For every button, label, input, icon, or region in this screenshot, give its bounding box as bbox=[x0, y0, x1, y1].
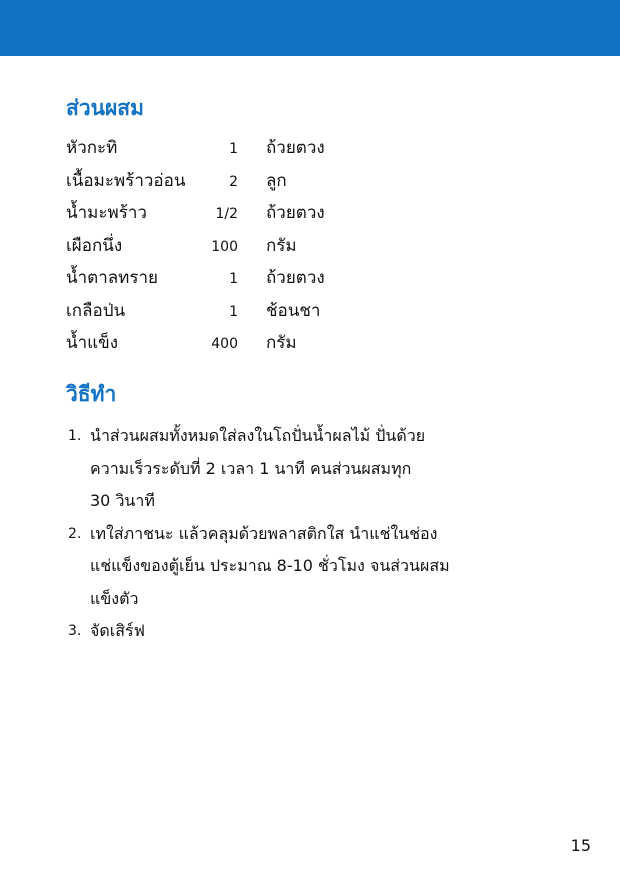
ingredient-name: เนื้อมะพร้าวอ่อน bbox=[66, 170, 186, 191]
method-step bbox=[66, 420, 486, 518]
ingredient-quantity: 400 bbox=[211, 336, 238, 352]
method-steps bbox=[66, 420, 486, 648]
ingredient-unit: กรัม bbox=[266, 235, 297, 256]
step-number: 3. bbox=[68, 623, 82, 639]
ingredient-name: น้ำตาลทราย bbox=[66, 268, 159, 288]
ingredient-row bbox=[66, 132, 486, 165]
step-text-line: แช่แข็งของตู้เย็น ประมาณ 8-10 ชั่วโมง จนส่วนผสม bbox=[90, 556, 450, 575]
ingredient-name: หัวกะทิ bbox=[66, 138, 118, 158]
ingredients-heading: ส่วนผสม bbox=[66, 96, 144, 120]
header-band bbox=[0, 0, 620, 56]
ingredient-unit: ช้อนชา bbox=[266, 300, 321, 321]
ingredient-unit: กรัม bbox=[266, 333, 297, 353]
ingredient-unit: ลูก bbox=[266, 170, 287, 191]
step-text-line: ความเร็วระดับที่ 2 เวลา 1 นาที คนส่วนผสมทุก bbox=[90, 458, 412, 478]
method-step bbox=[66, 518, 486, 616]
ingredient-row bbox=[66, 327, 486, 360]
ingredient-quantity: 100 bbox=[211, 238, 238, 255]
step-text-line: 30 วินาที bbox=[90, 491, 155, 510]
ingredient-row bbox=[66, 295, 486, 328]
step-number: 2. bbox=[68, 525, 82, 542]
ingredients-list bbox=[66, 132, 486, 360]
step-text-line: จัดเสิร์ฟ bbox=[90, 621, 145, 640]
method-step bbox=[66, 615, 486, 648]
ingredient-row bbox=[66, 197, 486, 230]
page-number: 15 bbox=[570, 836, 591, 855]
step-text-line: นำส่วนผสมทั้งหมดใส่ลงในโถปั่นน้ำผลไม้ ปั่นด้วย bbox=[90, 426, 426, 445]
method-heading: วิธีทำ bbox=[66, 382, 117, 406]
ingredient-row bbox=[66, 262, 486, 295]
ingredient-quantity: 1 bbox=[229, 141, 238, 157]
ingredient-row bbox=[66, 230, 486, 263]
ingredient-name: น้ำแข็ง bbox=[66, 333, 119, 353]
step-number: 1. bbox=[68, 428, 82, 444]
ingredient-unit: ถ้วยตวง bbox=[266, 138, 325, 158]
ingredient-unit: ถ้วยตวง bbox=[266, 203, 325, 223]
step-text-line: แข็งตัว bbox=[90, 588, 139, 608]
ingredient-quantity: 1 bbox=[229, 303, 238, 320]
step-text-line: เทใส่ภาชนะ แล้วคลุมด้วยพลาสติกใส นำแช่ในช่อง bbox=[90, 523, 438, 543]
ingredient-quantity: 1 bbox=[229, 271, 238, 287]
ingredient-quantity: 1/2 bbox=[215, 206, 238, 222]
ingredient-name: เกลือป่น bbox=[66, 300, 126, 321]
ingredient-row bbox=[66, 165, 486, 198]
ingredient-name: น้ำมะพร้าว bbox=[66, 203, 147, 223]
ingredient-name: เผือกนึ่ง bbox=[66, 235, 123, 256]
ingredient-unit: ถ้วยตวง bbox=[266, 268, 325, 288]
ingredient-quantity: 2 bbox=[229, 173, 238, 190]
